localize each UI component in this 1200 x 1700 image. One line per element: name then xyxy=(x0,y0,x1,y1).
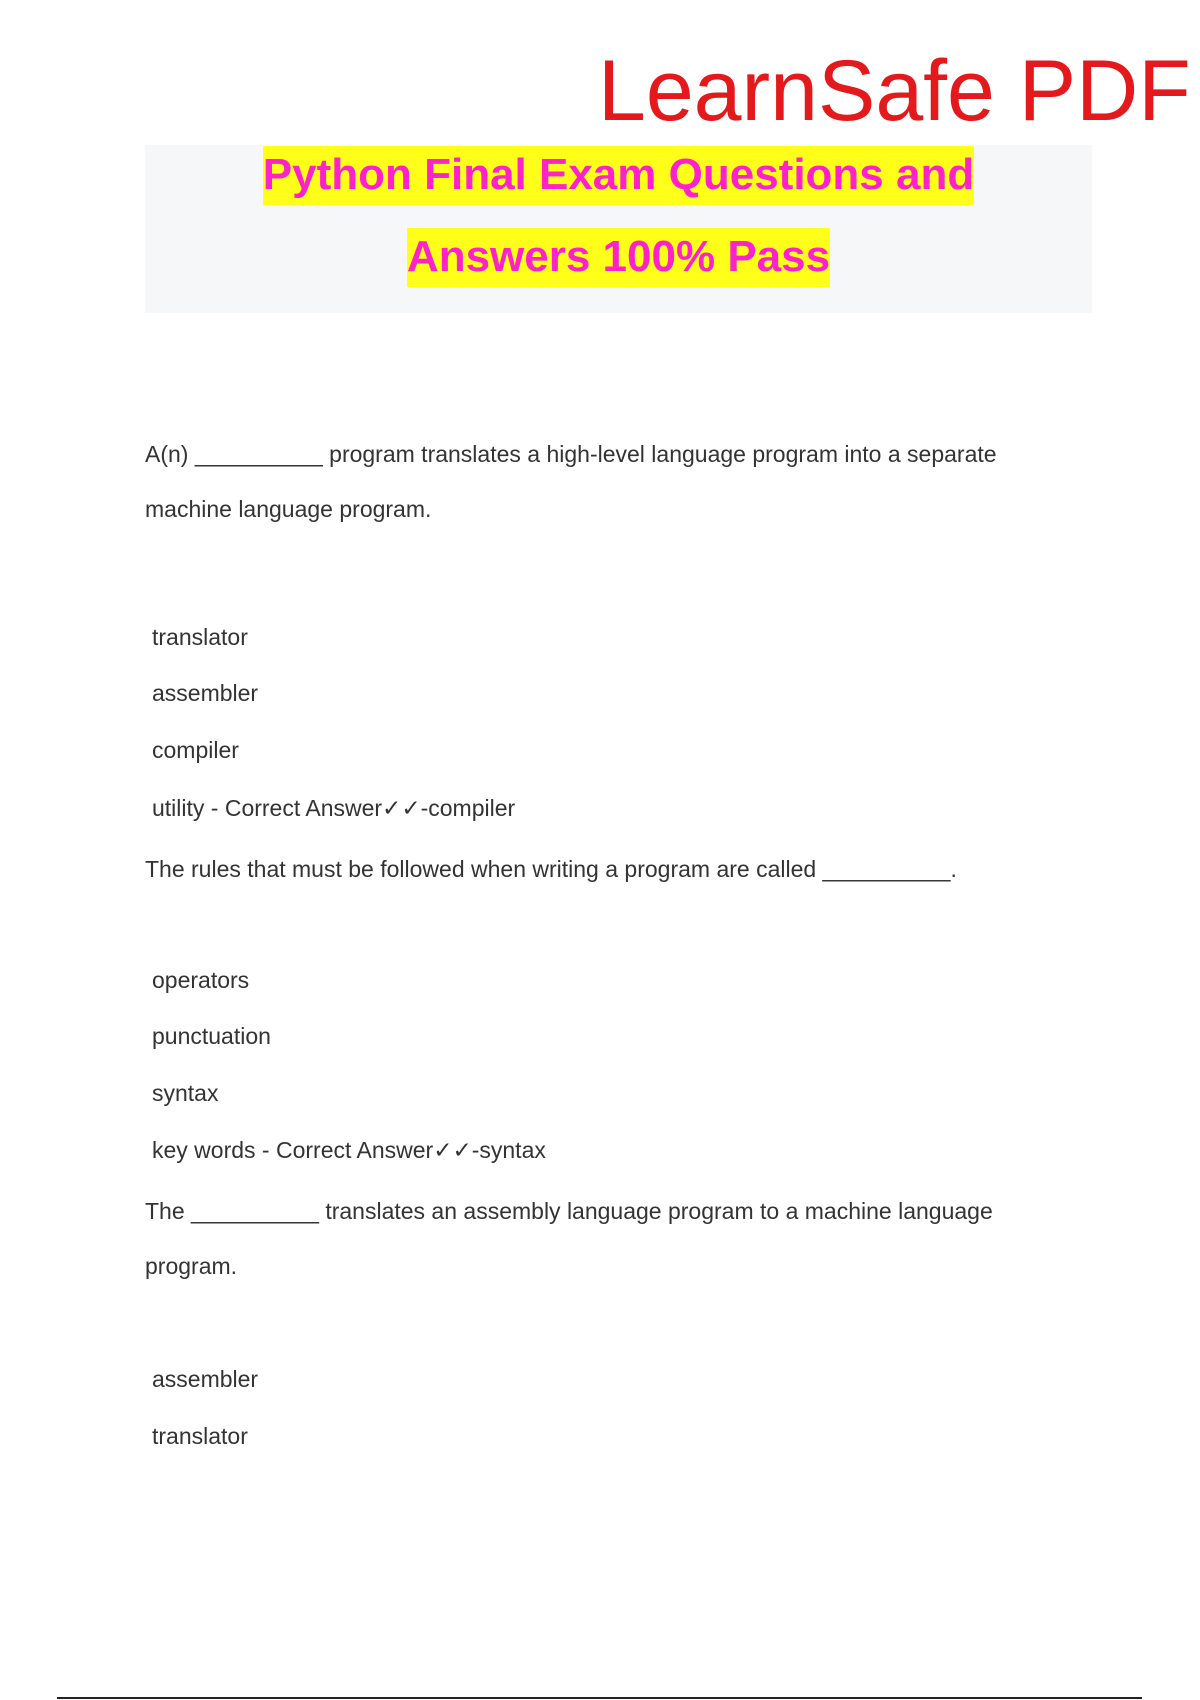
question-line: A(n) __________ program translates a high-level language program into a separate xyxy=(145,441,997,467)
document-title-line-1: Python Final Exam Questions and xyxy=(145,153,1092,197)
question-1-text xyxy=(145,427,1065,537)
question-1-option-3: compiler xyxy=(152,737,239,763)
question-2-option-1: operators xyxy=(152,967,250,993)
document-title-box xyxy=(145,145,1092,313)
document-title-line-2: Answers 100% Pass xyxy=(145,235,1092,279)
question-line: machine language program. xyxy=(145,496,432,522)
question-3-option-2: translator xyxy=(152,1423,248,1449)
question-2-option-2: punctuation xyxy=(152,1023,271,1049)
question-3-option-1: assembler xyxy=(152,1366,259,1392)
question-line: The rules that must be followed when writing a program are called __________. xyxy=(145,856,957,882)
page-bottom-rule xyxy=(57,1697,1142,1699)
question-line: program. xyxy=(145,1253,238,1279)
question-1-option-4: utility - Correct Answer✓✓-compiler xyxy=(152,795,516,821)
question-2-option-3: syntax xyxy=(152,1080,219,1106)
learnsafe-watermark: LearnSafe PDF xyxy=(598,43,1191,139)
question-2-text xyxy=(145,842,1065,897)
question-1-option-1: translator xyxy=(152,624,248,650)
question-2-option-4: key words - Correct Answer✓✓-syntax xyxy=(152,1137,546,1163)
question-3-text xyxy=(145,1184,1065,1294)
question-line: The __________ translates an assembly language program to a machine language xyxy=(145,1198,993,1224)
question-1-option-2: assembler xyxy=(152,680,259,706)
